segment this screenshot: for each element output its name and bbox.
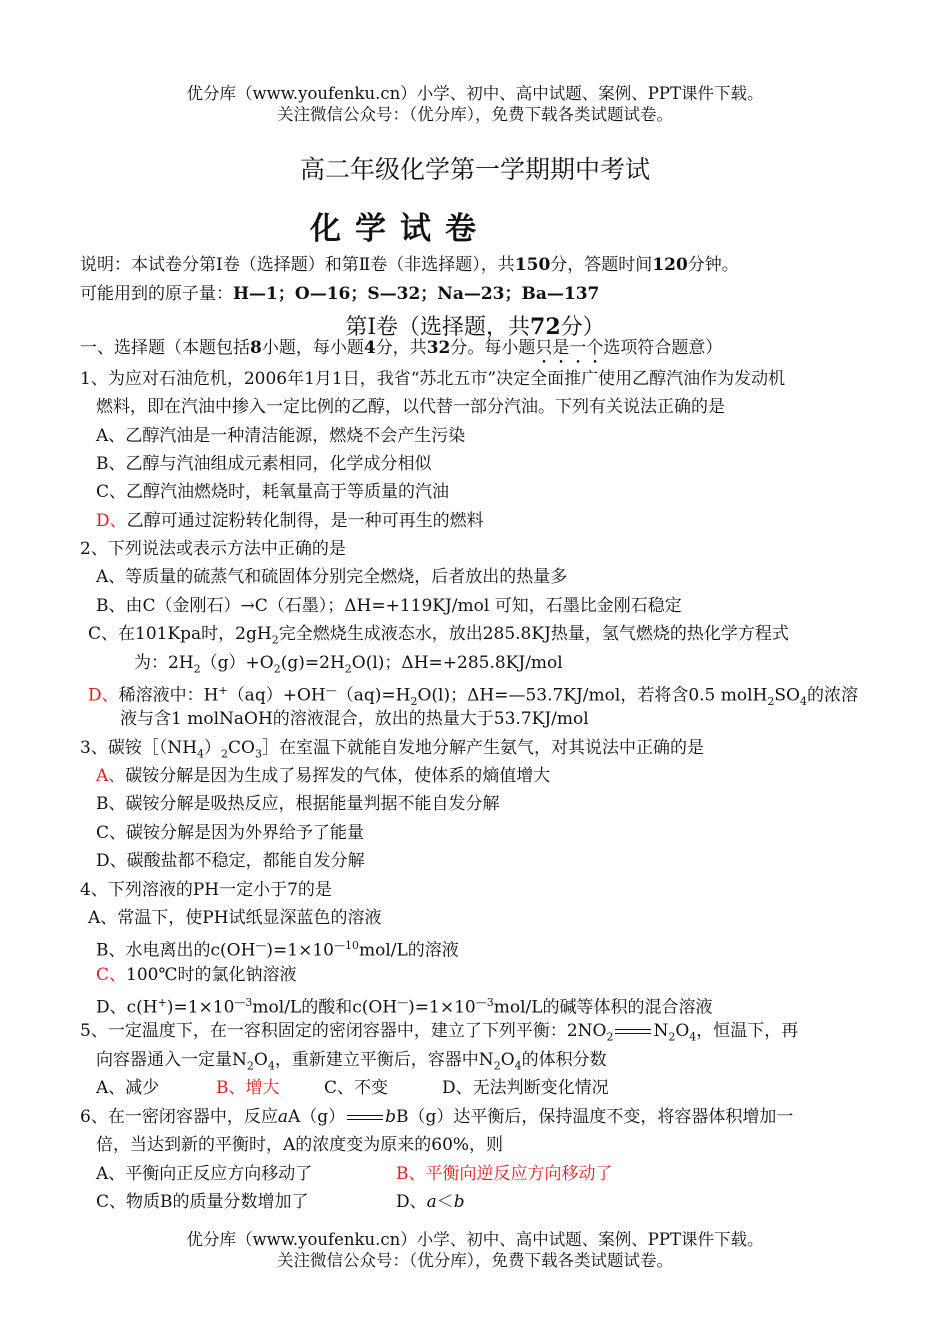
- q1-stem-1: 1、为应对石油危机，2006年1月1日，我省“苏北五市”决定全面推广使用乙醇汽油作为发动机: [80, 369, 786, 389]
- q6-options-cd: [96, 1190, 465, 1214]
- q5-stem-1: 5、一定温度下，在一容积固定的密闭容器中，建立了下列平衡：$2NO_2$ $N_2O_4$，恒温下，再: [80, 1021, 799, 1044]
- q2-stem: 2、下列说法或表示方法中正确的是: [80, 539, 346, 559]
- equilibrium-arrow-icon: [345, 1113, 385, 1123]
- answer-marker: C、: [96, 965, 127, 985]
- q1-option-c: C、乙醇汽油燃烧时，耗氧量高于等质量的汽油: [96, 482, 450, 502]
- exam-note: 说明：本试卷分第Ⅰ卷（选择题）和第Ⅱ卷（非选择题），共150分，答题时间120分钟。: [80, 255, 739, 275]
- footer-line-2: 关注微信公众号：（优分库），免费下载各类试题试卷。: [277, 1251, 673, 1270]
- q6-stem-2: 倍，当达到新的平衡时，A的浓度变为原来的60%，则: [96, 1135, 504, 1155]
- q4-option-a: A、常温下，使PH试纸显深蓝色的溶液: [88, 908, 382, 928]
- q2-option-c-1: C、在101Kpa时，$2gH_2$完全燃烧生成液态水，放出285.8KJ热量，氢气燃烧的热化学方程式: [88, 624, 789, 647]
- q1-option-d: D、乙醇可通过淀粉转化制得，是一种可再生的燃料: [96, 511, 484, 531]
- q4-option-c: C、100℃时的氯化钠溶液: [96, 965, 297, 985]
- q2-option-b: B、由C（金刚石）→C（石墨）；ΔH=+119KJ/mol 可知，石墨比金刚石稳定: [96, 596, 682, 616]
- answer-marker: D、: [96, 511, 127, 531]
- exam-title: 高二年级化学第一学期期中考试: [299, 155, 650, 184]
- q3-option-a: A、碳铵分解是因为生成了易挥发的气体，使体系的熵值增大: [96, 766, 551, 786]
- q2-option-d-2: 液与含1 molNaOH的溶液混合，放出的热量大于53.7KJ/mol: [120, 709, 589, 729]
- q6-option-d: D、a＜b: [396, 1192, 465, 1212]
- q1-option-a: A、乙醇汽油是一种清洁能源，燃烧不会产生污染: [96, 426, 466, 446]
- q6-option-c: C、物质B的质量分数增加了: [96, 1192, 309, 1212]
- atomic-masses: 可能用到的原子量：H—1；O—16；S—32；Na—23；Ba—137: [80, 284, 600, 304]
- paper-title: 化学试卷: [310, 211, 490, 247]
- header-line-2: 关注微信公众号：（优分库），免费下载各类试题试卷。: [277, 105, 673, 124]
- q4-option-b: B、水电离出的$c(OH^—)=1\times 10^{—10}mol/L$的溶液: [96, 939, 459, 961]
- answer-marker: D、: [88, 685, 119, 706]
- q2-option-c-2: 为：$2H_2(g)+O_2(g)=2H_2O(l)$；ΔH=+285.8KJ/mol: [134, 653, 563, 676]
- q5-options: [96, 1076, 609, 1100]
- equilibrium-arrow-icon: [613, 1027, 653, 1037]
- q1-stem-2: 燃料，即在汽油中掺入一定比例的乙醇，以代替一部分汽油。下列有关说法正确的是: [96, 397, 725, 417]
- q3-option-c: C、碳铵分解是因为外界给予了能量: [96, 823, 365, 843]
- q1-option-b: B、乙醇与汽油组成元素相同，化学成分相似: [96, 454, 432, 474]
- q6-stem-1: 6、在一密闭容器中，反应aA（g） bB（g）达平衡后，保持温度不变，将容器体积增加一: [80, 1107, 794, 1127]
- q5-stem-2: 向容器通入一定量$N_2O_4$，重新建立平衡后，容器中$N_2O_4$的体积分数: [96, 1050, 607, 1073]
- q3-option-d: D、碳酸盐都不稳定，都能自发分解: [96, 851, 365, 871]
- footer-line-1: 优分库（www.youfenku.cn）小学、初中、高中试题、案例、PPT课件下载。: [186, 1230, 764, 1249]
- header-line-1: 优分库（www.youfenku.cn）小学、初中、高中试题、案例、PPT课件下载。: [186, 84, 764, 103]
- section-one-instructions: 一、选择题（本题包括8小题，每小题4分，共32分。每小题只是一个选项符合题意）: [80, 338, 723, 358]
- q2-option-a: A、等质量的硫蒸气和硫固体分别完全燃烧，后者放出的热量多: [96, 567, 568, 587]
- q6-options-ab: [96, 1162, 613, 1186]
- q6-option-b: B、平衡向逆反应方向移动了: [396, 1164, 613, 1184]
- q4-option-d: D、$c(H^+)=1\times 10^{—3}mol/L$的酸和$c(OH^—)=1\times 10^{—3}mol/L$的碱等体积的混合溶液: [96, 996, 713, 1018]
- q5-option-c: C、不变: [324, 1078, 389, 1098]
- q3-stem: 3、碳铵$[(NH_4)_2CO_3]$在室温下就能自发地分解产生氨气，对其说法中正确的是: [80, 738, 704, 761]
- q4-stem: 4、下列溶液的PH一定小于7的是: [80, 880, 332, 900]
- q5-option-b: B、增大: [216, 1078, 280, 1098]
- part-one-title: 第Ⅰ卷（选择题，共72分）: [345, 314, 605, 340]
- answer-marker: A、: [96, 766, 126, 786]
- q6-option-a: A、平衡向正反应方向移动了: [96, 1164, 313, 1184]
- q3-option-b: B、碳铵分解是吸热反应，根据能量判据不能自发分解: [96, 794, 500, 814]
- q2-option-d-1: D、稀溶液中：$H^+(aq)+OH^—(aq)=H_2O(l)$；ΔH=—53.7KJ/mol，若将含0.5 $molH_2SO_4$的浓溶: [88, 684, 858, 709]
- q5-option-a: A、减少: [96, 1078, 160, 1098]
- q5-option-d: D、无法判断变化情况: [442, 1078, 609, 1098]
